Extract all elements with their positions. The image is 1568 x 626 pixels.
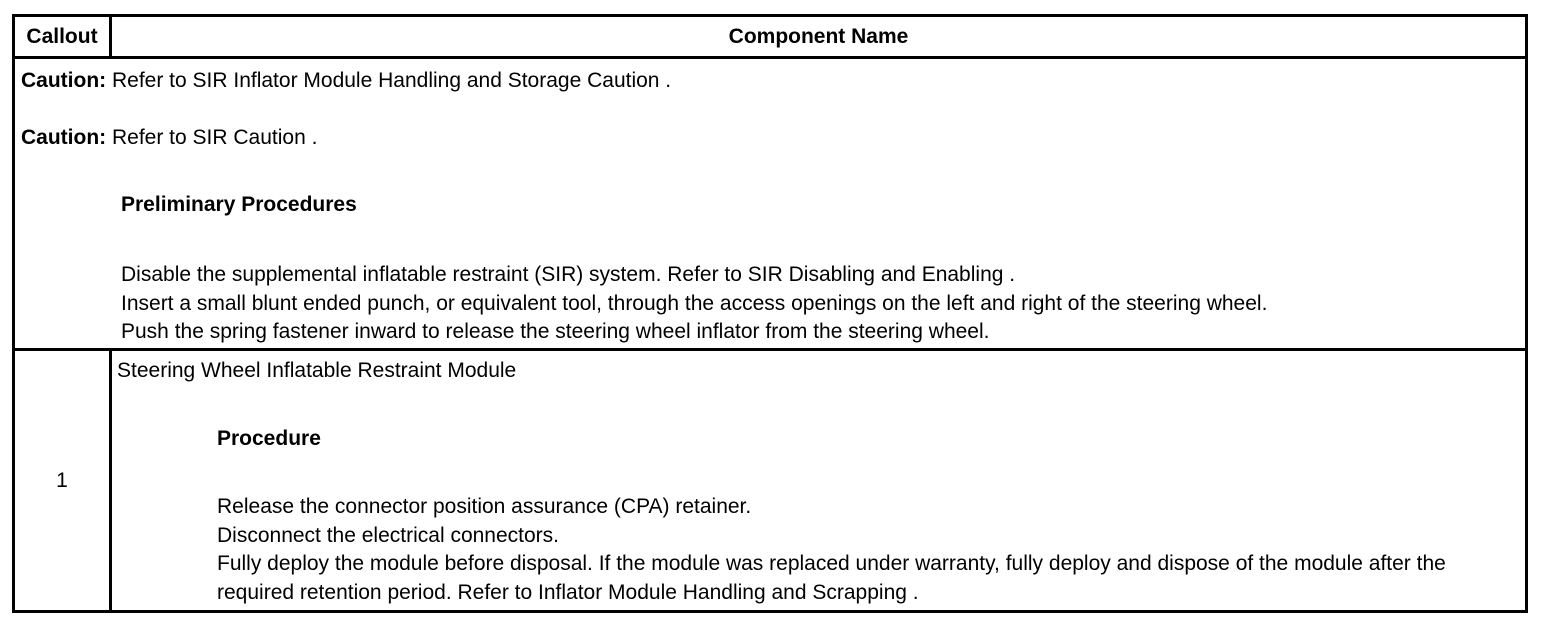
procedure-heading: Procedure <box>217 427 321 450</box>
component-name-column-header: Component Name <box>728 24 909 48</box>
component-table <box>12 14 1528 613</box>
caution-text: Refer to SIR Inflator Module Handling and Storage Caution . <box>106 69 672 92</box>
preliminary-procedures-heading: Preliminary Procedures <box>121 193 357 216</box>
table-header-row <box>15 17 1525 59</box>
procedure-step: Fully deploy the module before disposal. If the module was replaced under warranty, fully deploy and dispose of the module after the required retention period. Refer to Inflator Module Handling and Scrapping . <box>217 552 1446 604</box>
caution-text: Refer to SIR Caution . <box>106 126 318 149</box>
preliminary-steps <box>121 261 1267 347</box>
caution-label: Caution: <box>21 126 107 149</box>
procedure-steps <box>217 493 1507 607</box>
procedure-step: Insert a small blunt ended punch, or equivalent tool, through the access openings on the left and right of the steering wheel. <box>121 291 1268 315</box>
callout-number: 1 <box>15 351 112 610</box>
table-row <box>15 351 1525 610</box>
preliminary-section <box>15 59 1525 351</box>
caution-label: Caution: <box>21 69 107 92</box>
caution-note <box>21 126 317 150</box>
component-name: Steering Wheel Inflatable Restraint Module <box>117 359 517 382</box>
caution-note <box>21 69 671 93</box>
procedure-step: Release the connector position assurance (CPA) retainer. <box>217 495 752 518</box>
callout-column-header: Callout <box>15 17 112 56</box>
procedure-step: Disable the supplemental inflatable restraint (SIR) system. Refer to SIR Disabling and Enabling . <box>121 263 1016 286</box>
component-cell <box>112 351 1525 610</box>
procedure-step: Push the spring fastener inward to release the steering wheel inflator from the steering wheel. <box>121 320 990 343</box>
procedure-step: Disconnect the electrical connectors. <box>217 523 559 547</box>
